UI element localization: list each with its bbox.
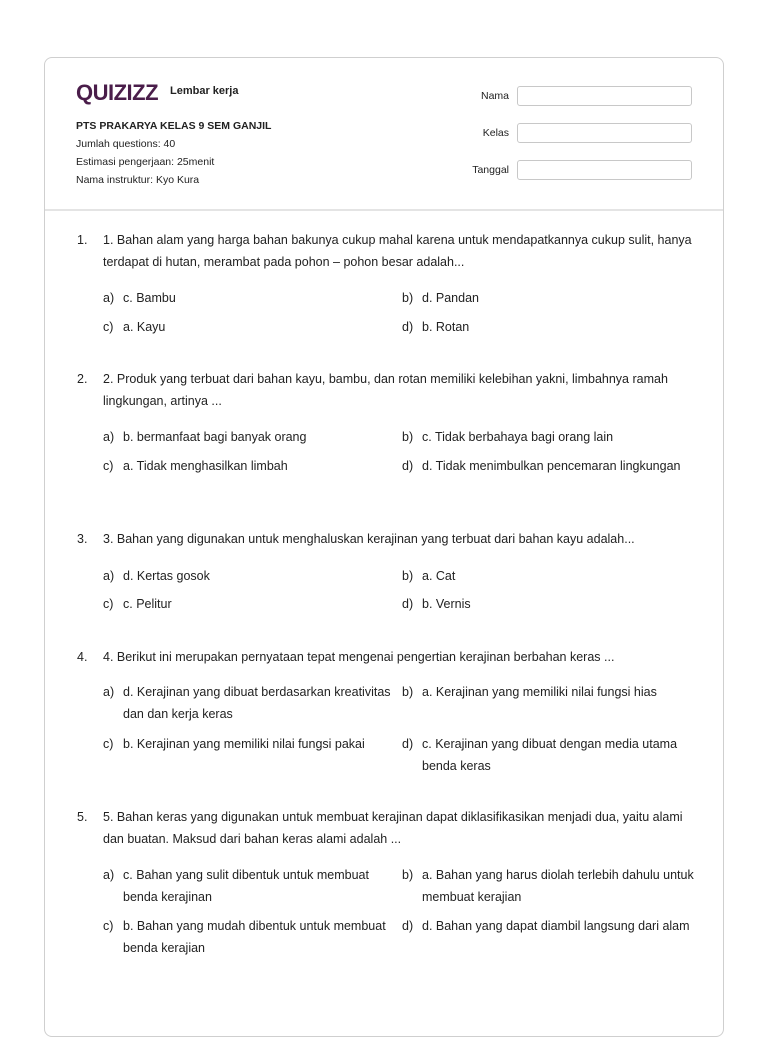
option-text: b. Bahan yang mudah dibentuk untuk membuat benda kerajian (123, 919, 386, 955)
question-number: 5. (77, 810, 88, 824)
question-text: 5. Bahan keras yang digunakan untuk membuat kerajinan dapat diklasifikasikan menjadi dua, yaitu alami dan buatan. Maksud dari bahan keras alami adalah ... (103, 810, 683, 846)
option-text: c. Tidak berbahaya bagi orang lain (422, 430, 614, 444)
question-text: 3. Bahan yang digunakan untuk menghaluskan kerajinan yang terbuat dari bahan kayu adalah... (103, 532, 635, 546)
option-letter: d) (402, 919, 414, 933)
option-letter: a) (103, 868, 115, 882)
questions-count: Jumlah questions: 40 (76, 138, 176, 150)
option-letter: c) (103, 919, 114, 933)
option-text: c. Kerajinan yang dibuat dengan media utama benda keras (422, 737, 678, 773)
option-letter: c) (103, 320, 114, 334)
option-text: b. Rotan (422, 320, 470, 334)
svg-text:QUIZIZZ: QUIZIZZ (76, 80, 159, 105)
option-letter: b) (402, 685, 414, 699)
worksheet (44, 57, 724, 1037)
question-text: 1. Bahan alam yang harga bahan bakunya cukup mahal karena untuk mendapatkannya cukup sulit, hanya terdapat di hutan, merambat pada pohon – pohon besar adalah... (103, 233, 692, 269)
option-letter: a) (103, 430, 115, 444)
instructor-name: Nama instruktur: Kyo Kura (76, 174, 200, 186)
option-letter: d) (402, 459, 414, 473)
option-text: d. Kerajinan yang dibuat berdasarkan kreativitas dan dan kerja keras (123, 685, 391, 721)
option-text: d. Kertas gosok (123, 569, 210, 583)
date-label: Tanggal (472, 164, 509, 176)
question-number: 2. (77, 372, 88, 386)
option-letter: b) (402, 569, 414, 583)
option-text: a. Bahan yang harus diolah terlebih dahulu untuk membuat kerajian (422, 868, 694, 904)
question-number: 3. (77, 532, 88, 546)
option-letter: b) (402, 868, 414, 882)
option-letter: b) (402, 291, 414, 305)
option-letter: c) (103, 597, 114, 611)
option-letter: a) (103, 569, 115, 583)
class-label: Kelas (482, 127, 509, 139)
option-text: a. Cat (422, 569, 456, 583)
option-text: b. Kerajinan yang memiliki nilai fungsi pakai (123, 737, 365, 751)
date-input[interactable] (517, 160, 692, 180)
option-text: b. bermanfaat bagi banyak orang (123, 430, 307, 444)
question-text: 4. Berikut ini merupakan pernyataan tepat mengenai pengertian kerajinan berbahan keras ... (103, 650, 615, 664)
worksheet-title: PTS PRAKARYA KELAS 9 SEM GANJIL (76, 120, 272, 132)
option-letter: a) (103, 685, 115, 699)
worksheet-header (45, 58, 723, 211)
option-text: a. Kayu (123, 320, 166, 334)
option-letter: a) (103, 291, 115, 305)
date-field-row (45, 160, 725, 182)
option-text: c. Bambu (123, 291, 176, 305)
option-text: b. Vernis (422, 597, 471, 611)
question-number: 4. (77, 650, 88, 664)
logo-subtitle: Lembar kerja (170, 85, 239, 97)
option-letter: c) (103, 459, 114, 473)
option-letter: b) (402, 430, 414, 444)
option-letter: d) (402, 597, 414, 611)
option-text: c. Pelitur (123, 597, 172, 611)
class-field-row (45, 123, 725, 145)
name-field-row (45, 86, 725, 108)
option-text: d. Pandan (422, 291, 479, 305)
option-letter: d) (402, 320, 414, 334)
option-letter: d) (402, 737, 414, 751)
name-label: Nama (480, 90, 509, 102)
option-letter: c) (103, 737, 114, 751)
class-input[interactable] (517, 123, 692, 143)
option-text: c. Bahan yang sulit dibentuk untuk membuat benda kerajinan (123, 868, 369, 904)
option-text: a. Kerajinan yang memiliki nilai fungsi hias (422, 685, 657, 699)
option-text: d. Tidak menimbulkan pencemaran lingkungan (422, 459, 681, 473)
option-text: a. Tidak menghasilkan limbah (123, 459, 288, 473)
name-input[interactable] (517, 86, 692, 106)
question-text: 2. Produk yang terbuat dari bahan kayu, bambu, dan rotan memiliki kelebihan yakni, limbahnya ramah lingkungan, artinya ... (103, 372, 668, 408)
estimate-time: Estimasi pengerjaan: 25menit (76, 156, 215, 168)
option-text: d. Bahan yang dapat diambil langsung dari alam (422, 919, 690, 933)
question-number: 1. (77, 233, 88, 247)
